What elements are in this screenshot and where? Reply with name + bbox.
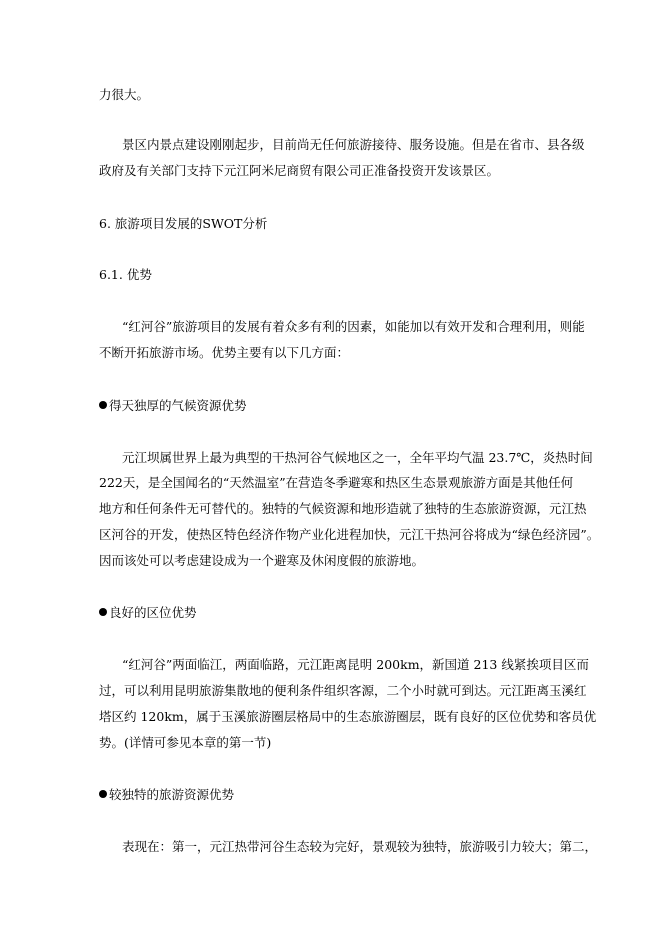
text-line: 表现在：第一，元江热带河谷生态较为完好，景观较为独特，旅游吸引力较大；第二， (122, 839, 598, 854)
bullet-heading-label: 良好的区位优势 (109, 605, 197, 620)
section-heading: 6. 旅游项目发展的SWOT分析 (99, 216, 268, 231)
text-line: 力很大。 (99, 87, 150, 102)
bullet-heading-label: 得天独厚的气候资源优势 (109, 398, 247, 413)
subsection-heading: 6.1. 优势 (99, 267, 152, 282)
text-line: 元江坝属世界上最为典型的干热河谷气候地区之一，全年平均气温 23.7℃，炎热时间 (122, 450, 593, 465)
text-line: 过，可以利用昆明旅游集散地的便利条件组织客源，二个小时就可到达。元江距离玉溪红 (99, 683, 587, 698)
bullet-heading-label: 较独特的旅游资源优势 (109, 787, 235, 802)
text-line: 因而该处可以考虑建设成为一个避寒及休闲度假的旅游地。 (99, 553, 425, 568)
text-line: 势。(详情可参见本章的第一节) (99, 735, 272, 750)
bullet-heading (99, 605, 197, 621)
text-line: 政府及有关部门支持下元江阿米尼商贸有限公司正准备投资开发该景区。 (99, 163, 500, 178)
bullet-icon (99, 790, 107, 798)
text-line: 地方和任何条件无可替代的。独特的气候资源和地形造就了独特的生态旅游资源，元江热 (99, 501, 587, 516)
bullet-icon (99, 401, 107, 409)
text-line: 塔区约 120km，属于玉溪旅游圈层格局中的生态旅游圈层，既有良好的区位优势和客员优 (99, 709, 597, 724)
text-line: 不断开拓旅游市场。优势主要有以下几方面： (99, 345, 350, 360)
text-line: 景区内景点建设刚刚起步，目前尚无任何旅游接待、服务设施。但是在省市、县各级 (122, 137, 585, 152)
text-line: 222天，是全国闻名的“天然温室”在营造冬季避寒和热区生态景观旅游方面是其他任何 (99, 475, 574, 490)
text-line: “红河谷”两面临江，两面临路，元江距离昆明 200km，新国道 213 线紧挨项目区而 (122, 657, 589, 672)
bullet-heading (99, 787, 234, 803)
bullet-heading (99, 398, 247, 414)
bullet-icon (99, 608, 107, 616)
text-line: “红河谷”旅游项目的发展有着众多有利的因素，如能加以有效开发和合理利用，则能 (122, 319, 585, 334)
text-line: 区河谷的开发，使热区特色经济作物产业化进程加快，元江干热河谷将成为“绿色经济园”。 (99, 527, 600, 542)
